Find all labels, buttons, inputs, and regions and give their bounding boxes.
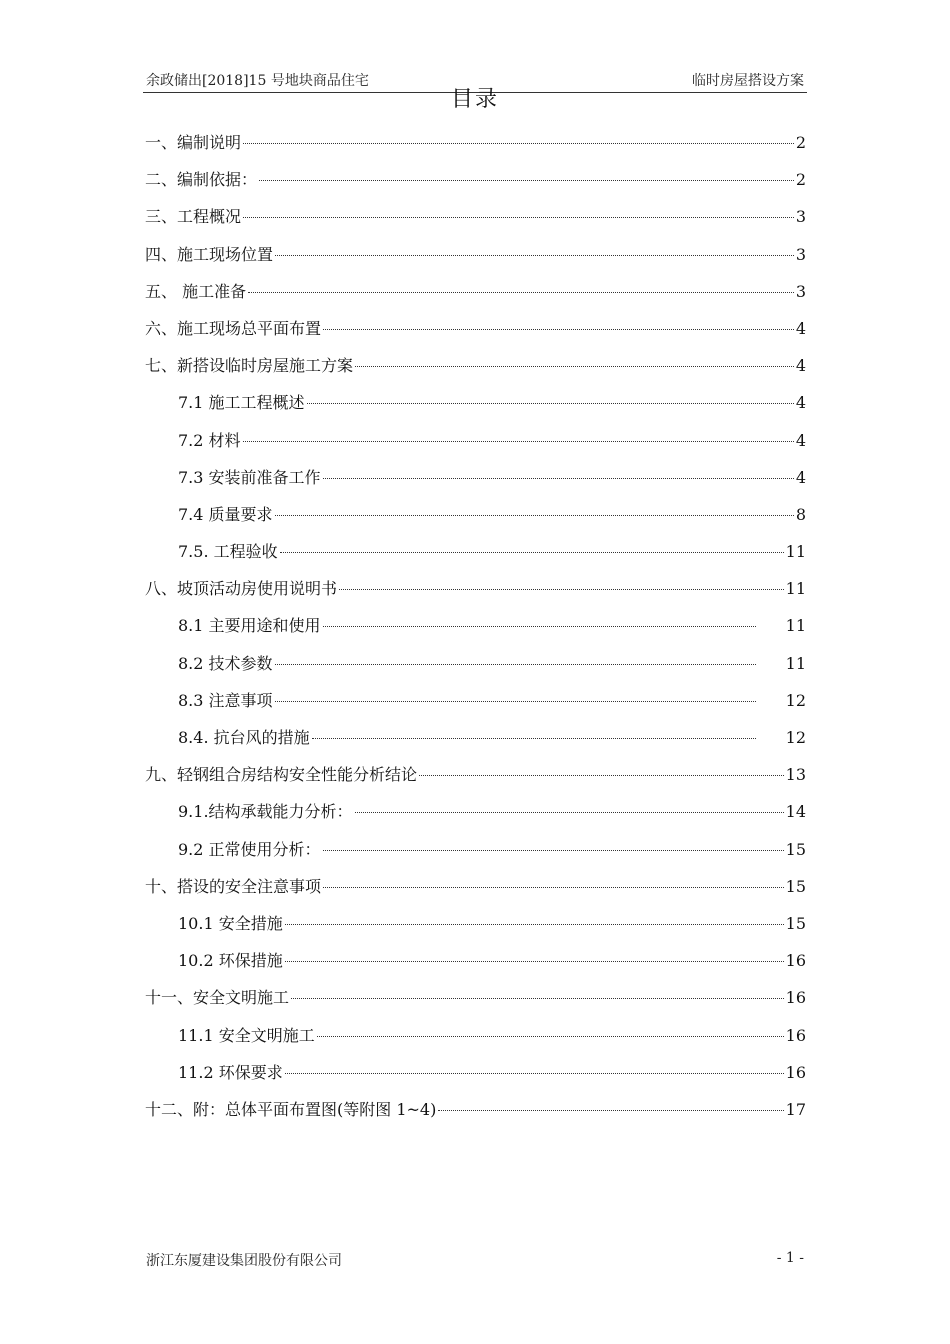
toc-entry-label: 10.2 环保措施 (178, 951, 283, 971)
toc-entry[interactable] (145, 948, 806, 985)
page-title: 目录 (450, 87, 499, 112)
toc-entry-label: 8.2 技术参数 (178, 653, 273, 673)
toc-entry-page: 3 (795, 207, 806, 227)
toc-entry-page: 4 (795, 430, 806, 450)
toc-entry[interactable] (145, 1060, 806, 1097)
toc-entry-page: 15 (785, 876, 806, 896)
toc-dot-leader (275, 701, 756, 702)
toc-entry-label: 11.2 环保要求 (178, 1062, 283, 1082)
toc-entry-label: 八、坡顶活动房使用说明书 (145, 579, 338, 599)
toc-entry[interactable] (145, 502, 806, 539)
toc-entry-page: 16 (785, 951, 806, 971)
toc-entry-label: 8.4. 抗台风的措施 (178, 728, 310, 747)
toc-entry-label: 8.1 主要用途和使用 (178, 616, 321, 636)
toc-dot-leader (243, 143, 794, 144)
toc-entry-label: 7.2 材料 (178, 430, 241, 450)
footer-page-number: - 1 - (776, 1250, 804, 1266)
toc-entry[interactable] (145, 762, 806, 799)
toc-entry-label: 一、编制说明 (145, 133, 242, 152)
toc-dot-leader (323, 626, 756, 627)
toc-entry[interactable] (145, 428, 806, 465)
toc-entry[interactable] (145, 874, 806, 911)
toc-entry-page: 12 (785, 690, 806, 710)
toc-entry-label: 7.5. 工程验收 (178, 542, 278, 562)
toc-entry-page: 11 (785, 579, 806, 599)
toc-dot-leader (248, 292, 794, 293)
toc-dot-leader (307, 403, 794, 404)
toc-dot-leader (285, 1073, 784, 1074)
toc-dot-leader (275, 255, 794, 256)
toc-dot-leader (275, 664, 756, 665)
header-project-name: 余政储出[2018]15 号地块商品住宅 (146, 73, 369, 89)
toc-dot-leader (323, 887, 784, 888)
toc-entry[interactable] (145, 167, 806, 204)
toc-entry-page: 4 (795, 318, 806, 338)
toc-dot-leader (312, 738, 756, 739)
toc-entry[interactable] (145, 242, 806, 279)
toc-entry-label: 三、工程概况 (145, 207, 242, 227)
toc-entry[interactable] (145, 1023, 806, 1060)
toc-dot-leader (323, 329, 794, 330)
toc-entry-label: 9.2 正常使用分析： (178, 839, 321, 859)
toc-entry[interactable] (145, 316, 806, 353)
toc-entry-page: 4 (795, 467, 806, 487)
toc-entry-page: 2 (795, 170, 806, 190)
toc-entry-label: 七、新搭设临时房屋施工方案 (145, 356, 354, 376)
toc-entry[interactable] (145, 613, 806, 650)
toc-entry[interactable] (145, 130, 806, 167)
toc-entry-label: 7.4 质量要求 (178, 504, 273, 524)
footer-company-name: 浙江东厦建设集团股份有限公司 (146, 1253, 342, 1269)
toc-entry-page: 4 (795, 356, 806, 376)
toc-entry[interactable] (145, 353, 806, 390)
toc-dot-leader (275, 515, 794, 516)
header-document-title: 临时房屋搭设方案 (692, 73, 804, 89)
toc-entry[interactable] (145, 576, 806, 613)
toc-entry-label: 四、施工现场位置 (145, 244, 274, 264)
toc-dot-leader (243, 217, 794, 218)
toc-dot-leader (355, 812, 784, 813)
toc-entry[interactable] (145, 279, 806, 316)
toc-entry-label: 10.1 安全措施 (178, 913, 283, 933)
toc-dot-leader (323, 478, 794, 479)
toc-entry-page: 3 (795, 281, 806, 301)
toc-entry[interactable] (145, 688, 806, 725)
toc-entry-label: 十一、安全文明施工 (145, 988, 290, 1008)
toc-entry[interactable] (145, 725, 806, 762)
toc-entry-label: 7.3 安装前准备工作 (178, 467, 321, 487)
toc-entry-label: 9.1.结构承载能力分析： (178, 802, 353, 822)
toc-dot-leader (317, 1036, 784, 1037)
table-of-contents (145, 130, 806, 1134)
toc-dot-leader (419, 775, 784, 776)
toc-entry[interactable] (145, 390, 806, 427)
toc-entry-page: 15 (785, 913, 806, 933)
toc-entry[interactable] (145, 204, 806, 241)
toc-entry-label: 十二、附：总体平面布置图(等附图 1~4) (145, 1099, 437, 1119)
toc-entry[interactable] (145, 1097, 806, 1134)
toc-entry-label: 十、搭设的安全注意事项 (145, 876, 322, 896)
toc-dot-leader (323, 850, 784, 851)
toc-entry-page: 12 (785, 728, 806, 747)
toc-dot-leader (259, 180, 794, 181)
toc-entry-label: 7.1 施工工程概述 (178, 393, 305, 413)
toc-entry[interactable] (145, 539, 806, 576)
toc-entry-page: 11 (785, 653, 806, 673)
toc-entry-page: 11 (785, 542, 806, 562)
toc-entry[interactable] (145, 911, 806, 948)
toc-dot-leader (438, 1110, 783, 1111)
toc-dot-leader (291, 998, 784, 999)
toc-entry-page: 11 (785, 616, 806, 636)
toc-dot-leader (285, 961, 784, 962)
toc-entry[interactable] (145, 837, 806, 874)
toc-entry-page: 8 (795, 504, 806, 524)
toc-entry-label: 九、轻钢组合房结构安全性能分析结论 (145, 765, 418, 785)
toc-dot-leader (339, 589, 784, 590)
toc-entry-page: 16 (785, 1062, 806, 1082)
toc-entry-label: 11.1 安全文明施工 (178, 1025, 315, 1045)
toc-entry-label: 五、 施工准备 (145, 281, 247, 301)
toc-entry-page: 14 (785, 802, 806, 822)
toc-entry-page: 3 (795, 244, 806, 264)
toc-entry-label: 六、施工现场总平面布置 (145, 318, 322, 338)
toc-entry[interactable] (145, 985, 806, 1022)
toc-entry-page: 17 (785, 1099, 806, 1119)
toc-entry[interactable] (145, 651, 806, 688)
toc-dot-leader (280, 552, 784, 553)
toc-dot-leader (243, 441, 794, 442)
toc-entry-page: 4 (795, 393, 806, 413)
toc-entry[interactable] (145, 465, 806, 502)
toc-dot-leader (285, 924, 784, 925)
toc-entry-page: 2 (795, 133, 806, 152)
toc-entry-page: 16 (785, 988, 806, 1008)
toc-entry[interactable] (145, 799, 806, 836)
toc-entry-label: 8.3 注意事项 (178, 690, 273, 710)
toc-entry-page: 15 (785, 839, 806, 859)
toc-entry-page: 13 (785, 765, 806, 785)
toc-entry-page: 16 (785, 1025, 806, 1045)
toc-dot-leader (355, 366, 794, 367)
toc-entry-label: 二、编制依据： (145, 170, 258, 190)
